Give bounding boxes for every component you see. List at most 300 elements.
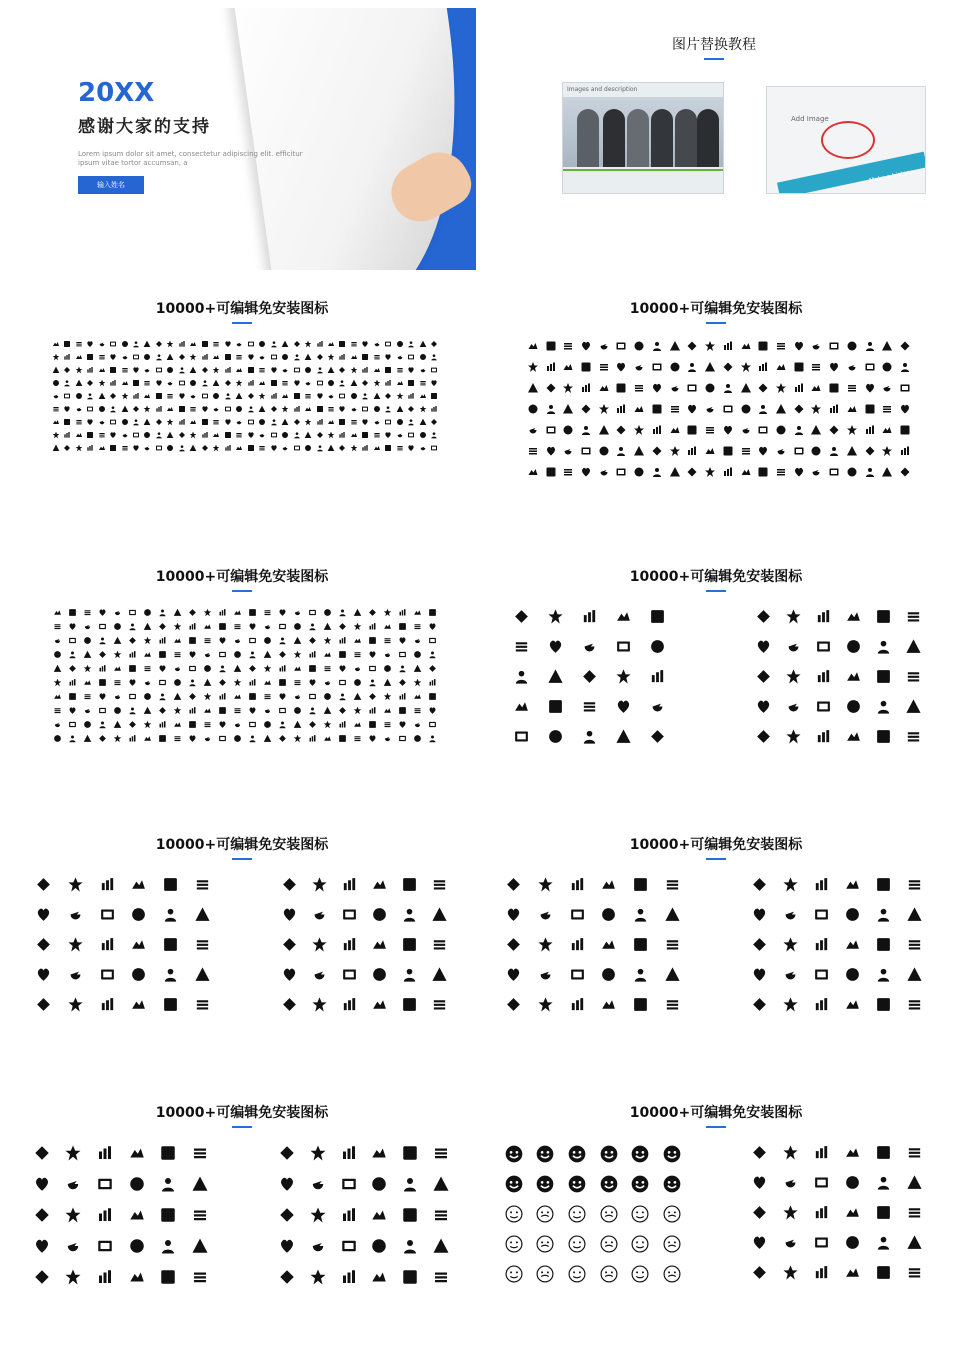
generic-icon: [350, 405, 358, 413]
generic-icon: [113, 692, 122, 701]
generic-icon: [686, 340, 698, 352]
generic-icon: [413, 678, 422, 687]
generic-icon: [398, 608, 407, 617]
generic-icon: [633, 340, 645, 352]
emoji-icon: [567, 1264, 587, 1284]
generic-icon: [419, 366, 427, 374]
generic-icon: [651, 382, 663, 394]
generic-icon: [212, 431, 220, 439]
generic-icon: [212, 353, 220, 361]
generic-icon: [270, 366, 278, 374]
generic-icon: [143, 444, 151, 452]
generic-icon: [83, 692, 92, 701]
generic-icon: [846, 382, 858, 394]
generic-icon: [155, 405, 163, 413]
generic-icon: [64, 1144, 82, 1162]
generic-icon: [407, 405, 415, 413]
generic-icon: [98, 692, 107, 701]
generic-icon: [293, 636, 302, 645]
generic-icon: [844, 1174, 861, 1191]
generic-icon: [615, 403, 627, 415]
generic-icon: [401, 906, 418, 923]
generic-icon: [33, 1237, 51, 1255]
generic-icon: [33, 1206, 51, 1224]
generic-icon: [615, 445, 627, 457]
generic-icon: [293, 706, 302, 715]
generic-icon: [813, 1144, 830, 1161]
generic-icon: [740, 403, 752, 415]
slide-title: 10000+可编辑免安装图标: [155, 569, 329, 585]
tutorial-slide[interactable]: [496, 8, 932, 270]
generic-icon: [431, 966, 448, 983]
generic-icon: [370, 1175, 388, 1193]
generic-icon: [132, 353, 140, 361]
generic-icon: [810, 361, 822, 373]
generic-icon: [813, 1204, 830, 1221]
generic-icon: [413, 734, 422, 743]
generic-icon: [633, 403, 645, 415]
generic-icon: [53, 734, 62, 743]
generic-icon: [649, 728, 666, 745]
generic-icon: [664, 906, 681, 923]
generic-icon: [278, 636, 287, 645]
generic-icon: [53, 636, 62, 645]
generic-icon: [875, 1144, 892, 1161]
generic-icon: [233, 692, 242, 701]
generic-icon: [373, 392, 381, 400]
generic-icon: [96, 1237, 114, 1255]
generic-icon: [308, 622, 317, 631]
generic-icon: [669, 466, 681, 478]
generic-icon: [338, 418, 346, 426]
cover-name-button[interactable]: 输入姓名: [78, 176, 144, 194]
generic-icon: [755, 728, 772, 745]
generic-icon: [757, 361, 769, 373]
generic-icon: [323, 734, 332, 743]
generic-icon: [580, 424, 592, 436]
generic-icon: [155, 353, 163, 361]
generic-icon: [413, 664, 422, 673]
generic-icon: [63, 392, 71, 400]
generic-icon: [751, 906, 768, 923]
generic-icon: [63, 444, 71, 452]
generic-icon: [63, 405, 71, 413]
generic-icon: [353, 692, 362, 701]
generic-icon: [569, 996, 586, 1013]
generic-icon: [905, 728, 922, 745]
generic-icon: [686, 382, 698, 394]
generic-icon: [121, 340, 129, 348]
generic-icon: [308, 678, 317, 687]
generic-icon: [293, 678, 302, 687]
generic-icon: [308, 608, 317, 617]
generic-icon: [505, 876, 522, 893]
generic-icon: [664, 966, 681, 983]
generic-icon: [86, 431, 94, 439]
generic-icon: [233, 608, 242, 617]
generic-icon: [875, 936, 892, 953]
generic-icon: [757, 403, 769, 415]
generic-icon: [63, 431, 71, 439]
generic-icon: [384, 379, 392, 387]
generic-icon: [428, 720, 437, 729]
generic-icon: [906, 1264, 923, 1281]
emoji-icon: [504, 1234, 524, 1254]
generic-icon: [201, 366, 209, 374]
generic-icon: [846, 340, 858, 352]
generic-icon: [75, 392, 83, 400]
transport-icon-grid: [748, 608, 928, 745]
generic-icon: [704, 361, 716, 373]
generic-icon: [545, 445, 557, 457]
generic-icon: [384, 444, 392, 452]
generic-icon: [158, 650, 167, 659]
generic-icon: [813, 876, 830, 893]
generic-icon: [371, 996, 388, 1013]
generic-icon: [194, 996, 211, 1013]
generic-icon: [258, 418, 266, 426]
title-underline: [706, 322, 726, 324]
title-underline: [232, 1126, 252, 1128]
generic-icon: [338, 664, 347, 673]
generic-icon: [545, 403, 557, 415]
generic-icon: [143, 734, 152, 743]
generic-icon: [813, 1174, 830, 1191]
generic-icon: [430, 340, 438, 348]
generic-icon: [368, 650, 377, 659]
generic-icon: [121, 405, 129, 413]
generic-icon: [293, 340, 301, 348]
generic-icon: [68, 720, 77, 729]
generic-icon: [83, 706, 92, 715]
generic-icon: [128, 706, 137, 715]
generic-icon: [189, 405, 197, 413]
generic-icon: [53, 608, 62, 617]
generic-icon: [311, 996, 328, 1013]
title-underline: [706, 858, 726, 860]
generic-icon: [651, 466, 663, 478]
generic-icon: [191, 1206, 209, 1224]
generic-icon: [166, 379, 174, 387]
generic-icon: [83, 720, 92, 729]
generic-icon: [828, 340, 840, 352]
emoji-icon: [662, 1264, 682, 1284]
generic-icon: [159, 1144, 177, 1162]
generic-icon: [649, 668, 666, 685]
generic-icon: [278, 1144, 296, 1162]
generic-icon: [751, 936, 768, 953]
generic-icon: [33, 1175, 51, 1193]
generic-icon: [218, 622, 227, 631]
emoji-icon-grid: [498, 1144, 688, 1284]
generic-icon: [844, 1234, 861, 1251]
generic-icon: [278, 1268, 296, 1286]
generic-icon: [247, 418, 255, 426]
generic-icon: [132, 379, 140, 387]
generic-icon: [755, 698, 772, 715]
generic-icon: [383, 720, 392, 729]
generic-icon: [430, 444, 438, 452]
generic-icon: [398, 706, 407, 715]
generic-icon: [340, 1206, 358, 1224]
generic-icon: [235, 418, 243, 426]
generic-icon: [121, 392, 129, 400]
emoji-icon: [535, 1174, 555, 1194]
generic-icon: [166, 366, 174, 374]
medical-icon-grid: [498, 876, 688, 1013]
generic-icon: [166, 392, 174, 400]
generic-icon: [128, 1268, 146, 1286]
generic-icon: [396, 340, 404, 348]
generic-icon: [384, 340, 392, 348]
generic-icon: [293, 379, 301, 387]
generic-icon: [785, 698, 802, 715]
generic-icon: [396, 444, 404, 452]
generic-icon: [686, 445, 698, 457]
generic-icon: [98, 678, 107, 687]
generic-icon: [430, 405, 438, 413]
generic-icon: [248, 720, 257, 729]
title-underline: [706, 590, 726, 592]
generic-icon: [293, 650, 302, 659]
generic-icon: [353, 636, 362, 645]
generic-icon: [598, 466, 610, 478]
generic-icon: [281, 418, 289, 426]
generic-icon: [513, 668, 530, 685]
generic-icon: [323, 678, 332, 687]
generic-icon: [562, 382, 574, 394]
generic-icon: [258, 444, 266, 452]
generic-icon: [350, 353, 358, 361]
generic-icon: [64, 1175, 82, 1193]
generic-icon: [191, 1175, 209, 1193]
generic-icon: [53, 692, 62, 701]
generic-icon: [98, 734, 107, 743]
generic-icon: [669, 424, 681, 436]
generic-icon: [401, 1175, 419, 1193]
emoji-icon: [599, 1234, 619, 1254]
generic-icon: [218, 664, 227, 673]
generic-icon: [632, 996, 649, 1013]
generic-icon: [704, 340, 716, 352]
generic-icon: [813, 906, 830, 923]
generic-icon: [293, 444, 301, 452]
generic-icon: [75, 379, 83, 387]
generic-icon: [132, 431, 140, 439]
generic-icon: [270, 444, 278, 452]
generic-icon: [247, 366, 255, 374]
cover-slide[interactable]: [40, 8, 476, 270]
generic-icon: [158, 734, 167, 743]
generic-icon: [580, 382, 592, 394]
generic-icon: [258, 405, 266, 413]
generic-icon: [793, 361, 805, 373]
generic-icon: [899, 382, 911, 394]
generic-icon: [407, 379, 415, 387]
emoji-icon: [504, 1264, 524, 1284]
generic-icon: [562, 445, 574, 457]
generic-icon: [109, 353, 117, 361]
generic-icon: [99, 996, 116, 1013]
generic-icon: [810, 424, 822, 436]
generic-icon: [505, 996, 522, 1013]
generic-icon: [327, 405, 335, 413]
generic-icon: [545, 466, 557, 478]
generic-icon: [633, 466, 645, 478]
generic-icon: [651, 361, 663, 373]
generic-icon: [419, 431, 427, 439]
generic-icon: [166, 340, 174, 348]
generic-icon: [664, 876, 681, 893]
generic-icon: [189, 353, 197, 361]
emoji-icon: [535, 1204, 555, 1224]
generic-icon: [35, 876, 52, 893]
generic-icon: [327, 353, 335, 361]
generic-icon: [782, 1204, 799, 1221]
generic-icon: [875, 966, 892, 983]
generic-icon: [864, 403, 876, 415]
generic-icon: [396, 353, 404, 361]
generic-icon: [143, 664, 152, 673]
generic-icon: [247, 353, 255, 361]
generic-icon: [383, 734, 392, 743]
generic-icon: [651, 403, 663, 415]
generic-icon: [143, 379, 151, 387]
generic-icon: [248, 664, 257, 673]
generic-icon: [166, 431, 174, 439]
generic-icon: [158, 720, 167, 729]
generic-icon: [547, 608, 564, 625]
generic-icon: [398, 734, 407, 743]
cover-year: 20XX: [78, 78, 155, 108]
generic-icon: [68, 678, 77, 687]
generic-icon: [263, 608, 272, 617]
generic-icon: [407, 418, 415, 426]
generic-icon: [537, 906, 554, 923]
generic-icon: [98, 622, 107, 631]
generic-icon: [327, 418, 335, 426]
generic-icon: [581, 608, 598, 625]
generic-icon: [218, 692, 227, 701]
generic-icon: [373, 340, 381, 348]
generic-icon: [580, 445, 592, 457]
generic-icon: [419, 353, 427, 361]
generic-icon: [35, 936, 52, 953]
generic-icon: [311, 936, 328, 953]
generic-icon: [132, 340, 140, 348]
generic-icon: [178, 366, 186, 374]
generic-icon: [188, 664, 197, 673]
generic-icon: [191, 1268, 209, 1286]
generic-icon: [632, 876, 649, 893]
generic-icon: [881, 403, 893, 415]
generic-icon: [846, 361, 858, 373]
generic-icon: [113, 608, 122, 617]
generic-icon: [398, 650, 407, 659]
generic-icon: [722, 403, 734, 415]
generic-icon: [384, 353, 392, 361]
generic-icon: [304, 340, 312, 348]
generic-icon: [278, 622, 287, 631]
generic-icon: [67, 876, 84, 893]
generic-icon: [75, 366, 83, 374]
generic-icon: [248, 706, 257, 715]
generic-icon: [413, 692, 422, 701]
title-underline: [232, 590, 252, 592]
generic-icon: [875, 638, 892, 655]
generic-icon: [35, 996, 52, 1013]
generic-icon: [810, 445, 822, 457]
generic-icon: [113, 678, 122, 687]
generic-icon: [598, 445, 610, 457]
generic-icon: [875, 1234, 892, 1251]
generic-icon: [68, 636, 77, 645]
generic-icon: [308, 664, 317, 673]
generic-icon: [793, 382, 805, 394]
generic-icon: [361, 353, 369, 361]
generic-icon: [98, 353, 106, 361]
generic-icon: [64, 1268, 82, 1286]
emoji-icon: [599, 1264, 619, 1284]
generic-icon: [547, 698, 564, 715]
generic-icon: [686, 361, 698, 373]
generic-icon: [128, 608, 137, 617]
generic-icon: [413, 622, 422, 631]
generic-icon: [121, 444, 129, 452]
generic-icon: [188, 678, 197, 687]
generic-icon: [178, 353, 186, 361]
generic-icon: [845, 608, 862, 625]
emoji-icon: [535, 1264, 555, 1284]
generic-icon: [53, 622, 62, 631]
generic-icon: [398, 720, 407, 729]
generic-icon: [233, 734, 242, 743]
generic-icon: [722, 424, 734, 436]
emoji-icon: [567, 1234, 587, 1254]
icon-slide-5: [24, 812, 460, 1074]
office-icon-grid: [504, 608, 674, 745]
generic-icon: [263, 692, 272, 701]
generic-icon: [368, 678, 377, 687]
icon-grid: [50, 608, 440, 743]
generic-icon: [143, 608, 152, 617]
generic-icon: [258, 392, 266, 400]
generic-icon: [309, 1206, 327, 1224]
generic-icon: [109, 444, 117, 452]
generic-icon: [782, 1144, 799, 1161]
generic-icon: [323, 608, 332, 617]
generic-icon: [905, 608, 922, 625]
generic-icon: [327, 366, 335, 374]
emoji-icon: [535, 1144, 555, 1164]
generic-icon: [401, 1144, 419, 1162]
generic-icon: [361, 379, 369, 387]
generic-icon: [432, 1268, 450, 1286]
generic-icon: [569, 966, 586, 983]
generic-icon: [785, 638, 802, 655]
generic-icon: [906, 1234, 923, 1251]
generic-icon: [562, 424, 574, 436]
generic-icon: [740, 424, 752, 436]
generic-icon: [373, 353, 381, 361]
generic-icon: [338, 678, 347, 687]
generic-icon: [396, 405, 404, 413]
generic-icon: [194, 966, 211, 983]
generic-icon: [782, 1234, 799, 1251]
generic-icon: [178, 405, 186, 413]
generic-icon: [143, 366, 151, 374]
generic-icon: [143, 706, 152, 715]
